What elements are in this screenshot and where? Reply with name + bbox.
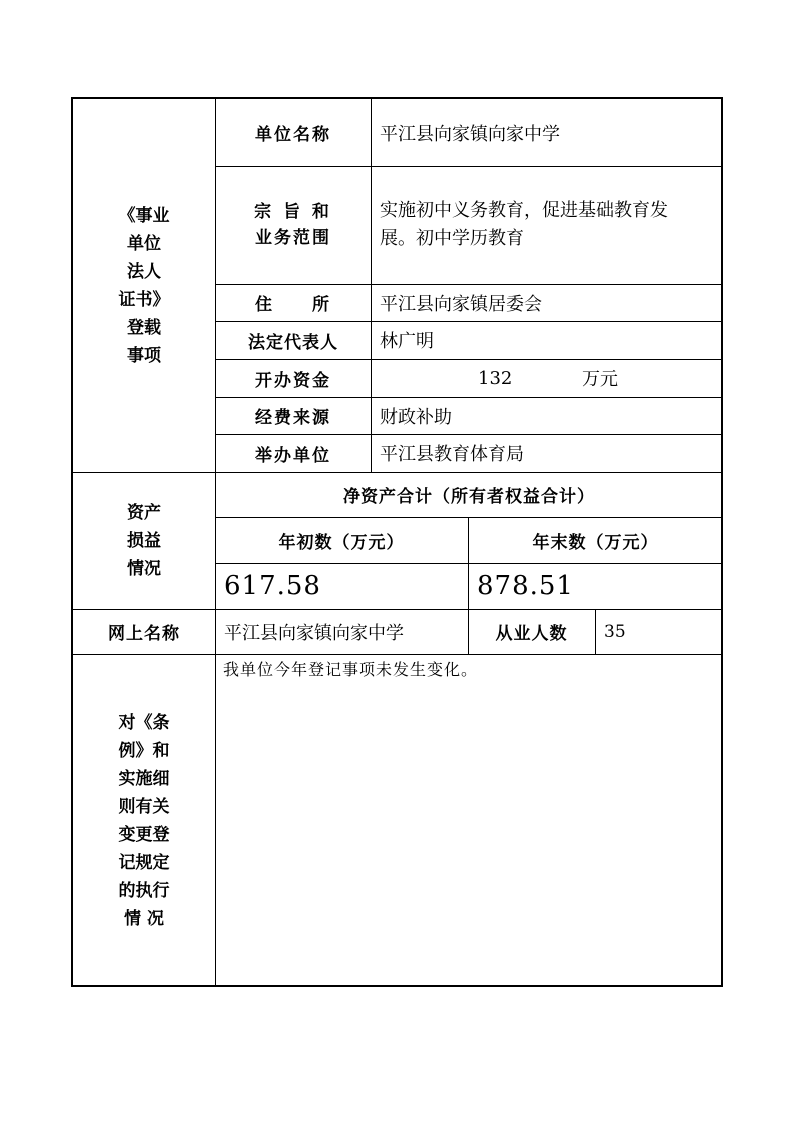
sponsor-value: 平江县教育体育局 bbox=[380, 444, 524, 465]
funds-unit: 万元 bbox=[582, 369, 618, 390]
registration-section-label bbox=[73, 99, 215, 472]
purpose-line: 展。初中学历教育 bbox=[380, 228, 524, 249]
section-label-line: 对《条 bbox=[118, 712, 170, 733]
section-label-line: 事项 bbox=[127, 345, 161, 366]
funds-label: 开办资金 bbox=[255, 370, 331, 391]
section-label-line: 资产 bbox=[127, 502, 161, 523]
section-label-line: 变更登 bbox=[118, 824, 170, 845]
purpose-line: 实施初中义务教育，促进基础教育发 bbox=[380, 200, 668, 221]
unit-name-value: 平江县向家镇向家中学 bbox=[380, 123, 560, 145]
sponsor-label: 举办单位 bbox=[255, 445, 331, 466]
section-label-line: 实施细 bbox=[118, 768, 170, 789]
address-label: 住 所 bbox=[255, 295, 331, 315]
funding-source-value: 财政补助 bbox=[380, 406, 452, 428]
section-label-line: 则有关 bbox=[118, 796, 170, 817]
begin-value: 617.58 bbox=[224, 571, 321, 601]
funding-source-label: 经费来源 bbox=[255, 408, 331, 428]
section-label-line: 记规定 bbox=[118, 852, 170, 873]
staff-value: 35 bbox=[604, 621, 626, 642]
legal-rep-label: 法定代表人 bbox=[248, 332, 338, 353]
section-label-line: 的执行 bbox=[118, 880, 170, 901]
end-label: 年末数（万元） bbox=[532, 532, 659, 553]
section-label-line: 例》和 bbox=[118, 740, 170, 761]
staff-label: 从业人数 bbox=[495, 624, 568, 644]
unit-name-label: 单位名称 bbox=[255, 125, 331, 145]
section-label-line: 证书》 bbox=[118, 289, 170, 310]
compliance-section-label bbox=[73, 654, 215, 987]
purpose-label-line: 宗 旨 和 bbox=[254, 202, 332, 222]
legal-rep-value: 林广明 bbox=[380, 331, 434, 352]
section-label-line: 单位 bbox=[127, 233, 161, 254]
end-value: 878.51 bbox=[477, 571, 574, 601]
section-label-line: 《事业 bbox=[118, 205, 170, 226]
purpose-label-line: 业务范围 bbox=[255, 228, 331, 248]
net-assets-title: 净资产合计（所有者权益合计） bbox=[343, 487, 595, 507]
address-value: 平江县向家镇居委会 bbox=[380, 293, 542, 315]
section-label-line: 登载 bbox=[127, 317, 161, 338]
compliance-text: 我单位今年登记事项未发生变化。 bbox=[223, 660, 479, 679]
section-label-line: 情况 bbox=[127, 558, 161, 579]
funds-value bbox=[371, 359, 723, 397]
online-name-value: 平江县向家镇向家中学 bbox=[224, 622, 404, 644]
purpose-value bbox=[371, 166, 723, 284]
section-label-line: 法人 bbox=[127, 261, 161, 282]
online-name-label: 网上名称 bbox=[108, 624, 180, 644]
begin-label: 年初数（万元） bbox=[278, 532, 405, 553]
funds-amount: 132 bbox=[478, 367, 513, 389]
assets-section-label bbox=[73, 472, 215, 609]
annual-report-form bbox=[71, 97, 723, 987]
section-label-line: 损益 bbox=[127, 530, 161, 551]
purpose-label bbox=[215, 166, 371, 284]
section-label-line: 情 况 bbox=[124, 908, 164, 929]
